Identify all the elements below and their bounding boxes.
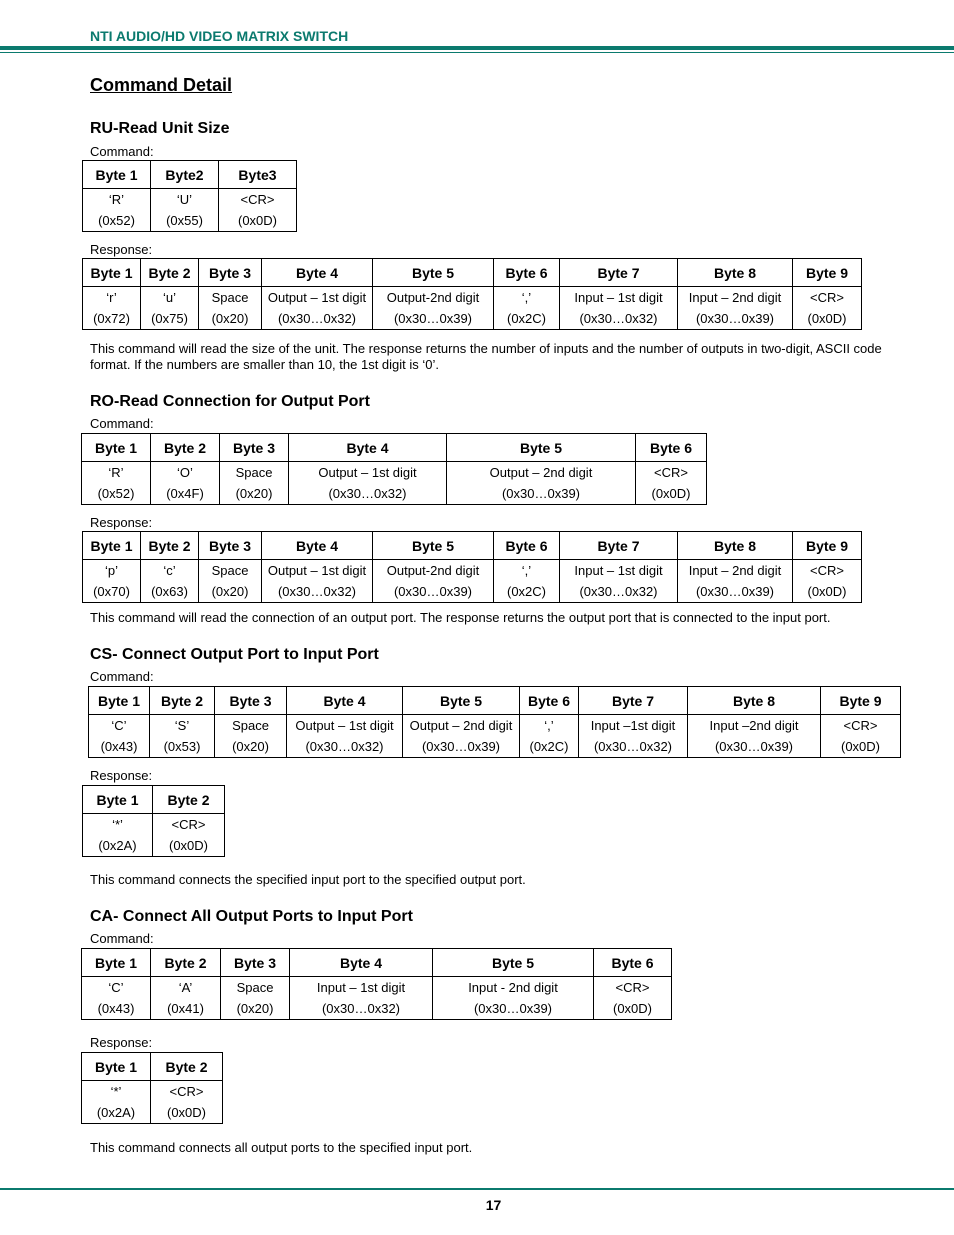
byte-hex-code: (0x30…0x39) (695, 584, 775, 599)
byte-cell (403, 715, 520, 758)
page-title: Command Detail (90, 75, 233, 95)
column-header: Byte 4 (287, 687, 403, 715)
byte-cell (793, 287, 862, 330)
table-row (89, 715, 901, 758)
byte-value: ‘R’ (108, 192, 125, 207)
byte-cell (494, 287, 560, 330)
ca-response-table (81, 1052, 223, 1124)
cs-response-table (82, 785, 225, 857)
section-title-ca: CA- Connect All Output Ports to Input Port (90, 908, 413, 925)
byte-hex-code: (0x4F) (166, 486, 204, 501)
header-rule (0, 46, 954, 50)
byte-value: ‘*’ (110, 1084, 122, 1099)
byte-value: ‘,’ (521, 290, 532, 305)
byte-cell (447, 462, 636, 505)
byte-cell (151, 977, 221, 1020)
byte-value: ‘p’ (104, 563, 118, 578)
byte-cell (688, 715, 821, 758)
byte-cell (494, 560, 560, 603)
column-header: Byte 5 (447, 434, 636, 462)
byte-cell (82, 977, 151, 1020)
byte-cell (220, 462, 289, 505)
column-header: Byte 3 (220, 434, 289, 462)
table-row (83, 560, 862, 603)
column-header: Byte 2 (141, 259, 199, 287)
column-header: Byte 2 (151, 434, 220, 462)
byte-cell (678, 560, 793, 603)
byte-hex-code: (0x0D) (237, 213, 277, 228)
byte-cell (821, 715, 901, 758)
byte-hex-code: (0x30…0x32) (305, 739, 384, 754)
byte-hex-code: (0x72) (93, 311, 130, 326)
byte-cell (151, 462, 220, 505)
byte-hex-code: (0x43) (97, 1001, 135, 1016)
byte-cell (560, 560, 678, 603)
column-header: Byte 6 (494, 532, 560, 560)
byte-value: <CR> (240, 192, 275, 207)
byte-hex-code: (0x0D) (651, 486, 691, 501)
column-header: Byte 1 (82, 434, 151, 462)
byte-hex-code: (0x20) (211, 311, 249, 326)
column-header: Byte 5 (373, 532, 494, 560)
column-header: Byte 1 (83, 161, 151, 189)
byte-value: ‘A’ (178, 980, 193, 995)
column-header: Byte 7 (579, 687, 688, 715)
column-header: Byte 8 (678, 259, 793, 287)
byte-hex-code: (0x30…0x39) (714, 739, 794, 754)
byte-value: ‘*’ (112, 817, 123, 832)
byte-hex-code: (0x30…0x39) (473, 1001, 553, 1016)
column-header: Byte 5 (403, 687, 520, 715)
byte-value: Space (232, 718, 269, 733)
byte-cell (151, 189, 219, 232)
byte-cell (579, 715, 688, 758)
ro-command-table (81, 433, 707, 505)
byte-value: Output – 2nd digit (409, 718, 513, 733)
byte-hex-code: (0x30…0x39) (393, 311, 473, 326)
header-rule-thin (0, 52, 954, 53)
page-number: 17 (485, 1197, 502, 1213)
table-row (83, 189, 297, 232)
column-header: Byte 5 (433, 949, 594, 977)
byte-hex-code: (0x2C) (506, 584, 546, 599)
byte-cell (83, 560, 141, 603)
byte-hex-code: (0x20) (235, 486, 273, 501)
byte-value: <CR> (810, 290, 844, 305)
byte-hex-code: (0x53) (163, 739, 201, 754)
byte-value: Output – 1st digit (295, 718, 394, 733)
byte-cell (262, 560, 373, 603)
byte-value: Input –2nd digit (709, 718, 799, 733)
byte-hex-code: (0x30…0x32) (277, 584, 357, 599)
byte-value: Input – 2nd digit (688, 290, 782, 305)
header-row (83, 786, 225, 814)
section-title-ro: RO-Read Connection for Output Port (90, 393, 370, 410)
byte-value: <CR> (843, 718, 878, 733)
byte-hex-code: (0x2C) (506, 311, 546, 326)
column-header: Byte 6 (636, 434, 707, 462)
column-header: Byte2 (151, 161, 219, 189)
byte-hex-code: (0x0D) (166, 1105, 206, 1120)
byte-cell (636, 462, 707, 505)
table-row (82, 1081, 223, 1124)
byte-cell (433, 977, 594, 1020)
byte-cell (290, 977, 433, 1020)
section-title-ru: RU-Read Unit Size (90, 120, 230, 137)
byte-value: ‘c’ (163, 563, 176, 578)
byte-value: Space (211, 563, 249, 578)
table-row (82, 977, 672, 1020)
byte-value: ‘O’ (177, 465, 193, 480)
column-header: Byte 4 (289, 434, 447, 462)
cs-command-table (88, 686, 901, 758)
byte-cell (678, 287, 793, 330)
byte-value: ‘u’ (162, 290, 176, 305)
byte-value: Output – 1st digit (267, 563, 367, 578)
byte-cell (83, 814, 153, 857)
ro-response-table (82, 531, 862, 603)
column-header: Byte 2 (150, 687, 215, 715)
byte-value: Output – 1st digit (318, 465, 417, 480)
column-header: Byte 8 (688, 687, 821, 715)
byte-value: Input – 2nd digit (688, 563, 782, 578)
ru-description: This command will read the size of the unit. The response returns the number of inputs and the number of outputs in two-digit, ASCII code format. If the numbers are smaller than 10, the 1st digit is ‘0’. (90, 341, 882, 372)
ru-response-table (82, 258, 862, 330)
byte-value: ‘U’ (176, 192, 193, 207)
byte-cell (141, 287, 199, 330)
byte-hex-code: (0x30…0x32) (579, 584, 658, 599)
byte-cell (262, 287, 373, 330)
byte-cell (793, 560, 862, 603)
byte-cell (373, 560, 494, 603)
column-header: Byte 1 (89, 687, 150, 715)
column-header: Byte 8 (678, 532, 793, 560)
byte-value: ‘,’ (544, 718, 554, 733)
column-header: Byte 2 (151, 949, 221, 977)
byte-hex-code: (0x52) (97, 486, 135, 501)
byte-value: Output – 1st digit (267, 290, 367, 305)
column-header: Byte 3 (221, 949, 290, 977)
byte-value: Space (211, 290, 249, 305)
byte-value: Input –1st digit (590, 718, 676, 733)
column-header: Byte 1 (82, 949, 151, 977)
cs-description: This command connects the specified input port to the specified output port. (90, 872, 526, 887)
ro-description: This command will read the connection of an output port. The response returns the output port that is connected to the input port. (90, 610, 831, 625)
byte-value: ‘C’ (108, 980, 124, 995)
column-header: Byte 2 (153, 786, 225, 814)
byte-cell (82, 462, 151, 505)
byte-value: <CR> (810, 563, 844, 578)
column-header: Byte 4 (262, 259, 373, 287)
column-header: Byte 9 (793, 259, 862, 287)
byte-cell (287, 715, 403, 758)
byte-value: Space (236, 980, 274, 995)
ru-command-table (82, 160, 297, 232)
header-row (82, 1053, 223, 1081)
byte-value: ‘,’ (521, 563, 532, 578)
byte-value: Input – 1st digit (574, 563, 663, 578)
byte-cell (199, 287, 262, 330)
byte-cell (289, 462, 447, 505)
footer-rule (0, 1188, 954, 1190)
byte-value: ‘C’ (111, 718, 127, 733)
byte-value: Output – 2nd digit (489, 465, 593, 480)
byte-cell (373, 287, 494, 330)
byte-hex-code: (0x55) (166, 213, 203, 228)
column-header: Byte 6 (494, 259, 560, 287)
column-header: Byte 7 (560, 532, 678, 560)
running-header: NTI AUDIO/HD VIDEO MATRIX SWITCH (90, 28, 349, 44)
header-row (82, 434, 707, 462)
byte-hex-code: (0x20) (236, 1001, 274, 1016)
byte-hex-code: (0x0D) (840, 739, 880, 754)
header-row (82, 949, 672, 977)
column-header: Byte 2 (151, 1053, 223, 1081)
byte-cell (150, 715, 215, 758)
byte-cell (219, 189, 297, 232)
column-header: Byte 2 (141, 532, 199, 560)
command-label: Command: (90, 931, 154, 946)
byte-value: Output-2nd digit (386, 563, 480, 578)
byte-hex-code: (0x30…0x32) (277, 311, 357, 326)
byte-hex-code: (0x0D) (612, 1001, 652, 1016)
response-label: Response: (90, 768, 153, 783)
column-header: Byte 5 (373, 259, 494, 287)
byte-cell (199, 560, 262, 603)
column-header: Byte3 (219, 161, 297, 189)
byte-hex-code: (0x41) (167, 1001, 204, 1016)
header-row (83, 161, 297, 189)
column-header: Byte 6 (594, 949, 672, 977)
byte-cell (520, 715, 579, 758)
column-header: Byte 1 (83, 786, 153, 814)
byte-cell (151, 1081, 223, 1124)
column-header: Byte 4 (262, 532, 373, 560)
column-header: Byte 9 (793, 532, 862, 560)
byte-hex-code: (0x52) (98, 213, 135, 228)
byte-cell (83, 287, 141, 330)
column-header: Byte 9 (821, 687, 901, 715)
byte-cell (82, 1081, 151, 1124)
byte-value: <CR> (654, 465, 688, 480)
byte-cell (221, 977, 290, 1020)
byte-hex-code: (0x0D) (168, 838, 208, 853)
byte-hex-code: (0x30…0x39) (695, 311, 775, 326)
byte-cell (215, 715, 287, 758)
byte-hex-code: (0x20) (232, 739, 269, 754)
byte-hex-code: (0x2A) (98, 838, 137, 853)
command-label: Command: (90, 144, 154, 159)
byte-hex-code: (0x43) (100, 739, 138, 754)
byte-hex-code: (0x2A) (96, 1105, 136, 1120)
ca-command-table (81, 948, 672, 1020)
byte-hex-code: (0x2C) (529, 739, 569, 754)
byte-hex-code: (0x63) (151, 584, 188, 599)
byte-cell (83, 189, 151, 232)
column-header: Byte 7 (560, 259, 678, 287)
column-header: Byte 6 (520, 687, 579, 715)
command-label: Command: (90, 416, 154, 431)
byte-cell (594, 977, 672, 1020)
byte-hex-code: (0x0D) (807, 311, 847, 326)
byte-value: <CR> (169, 1084, 204, 1099)
byte-hex-code: (0x20) (211, 584, 249, 599)
header-row (83, 532, 862, 560)
byte-value: ‘r’ (106, 290, 117, 305)
command-label: Command: (90, 669, 154, 684)
byte-hex-code: (0x30…0x32) (321, 1001, 401, 1016)
byte-cell (153, 814, 225, 857)
byte-value: Input - 2nd digit (468, 980, 558, 995)
header-row (89, 687, 901, 715)
byte-value: Input – 1st digit (316, 980, 406, 995)
byte-value: Output-2nd digit (386, 290, 480, 305)
byte-hex-code: (0x30…0x32) (593, 739, 673, 754)
column-header: Byte 3 (199, 259, 262, 287)
table-row (83, 814, 225, 857)
byte-hex-code: (0x30…0x32) (328, 486, 407, 501)
response-label: Response: (90, 515, 153, 530)
section-title-cs: CS- Connect Output Port to Input Port (90, 646, 379, 663)
column-header: Byte 1 (83, 532, 141, 560)
byte-hex-code: (0x30…0x39) (393, 584, 473, 599)
byte-cell (141, 560, 199, 603)
byte-hex-code: (0x0D) (807, 584, 847, 599)
column-header: Byte 1 (83, 259, 141, 287)
byte-value: <CR> (171, 817, 206, 832)
response-label: Response: (90, 1035, 153, 1050)
byte-cell (89, 715, 150, 758)
byte-hex-code: (0x30…0x39) (421, 739, 501, 754)
byte-hex-code: (0x30…0x39) (501, 486, 581, 501)
column-header: Byte 1 (82, 1053, 151, 1081)
table-row (82, 462, 707, 505)
byte-value: ‘R’ (108, 465, 124, 480)
byte-value: <CR> (615, 980, 650, 995)
byte-hex-code: (0x30…0x32) (579, 311, 658, 326)
column-header: Byte 3 (215, 687, 287, 715)
response-label: Response: (90, 242, 153, 257)
byte-value: Space (235, 465, 273, 480)
column-header: Byte 3 (199, 532, 262, 560)
table-row (83, 287, 862, 330)
byte-value: Input – 1st digit (574, 290, 663, 305)
byte-cell (560, 287, 678, 330)
byte-hex-code: (0x75) (151, 311, 188, 326)
byte-hex-code: (0x70) (93, 584, 130, 599)
byte-value: ‘S’ (174, 718, 190, 733)
column-header: Byte 4 (290, 949, 433, 977)
ca-description: This command connects all output ports to the specified input port. (90, 1140, 473, 1155)
header-row (83, 259, 862, 287)
